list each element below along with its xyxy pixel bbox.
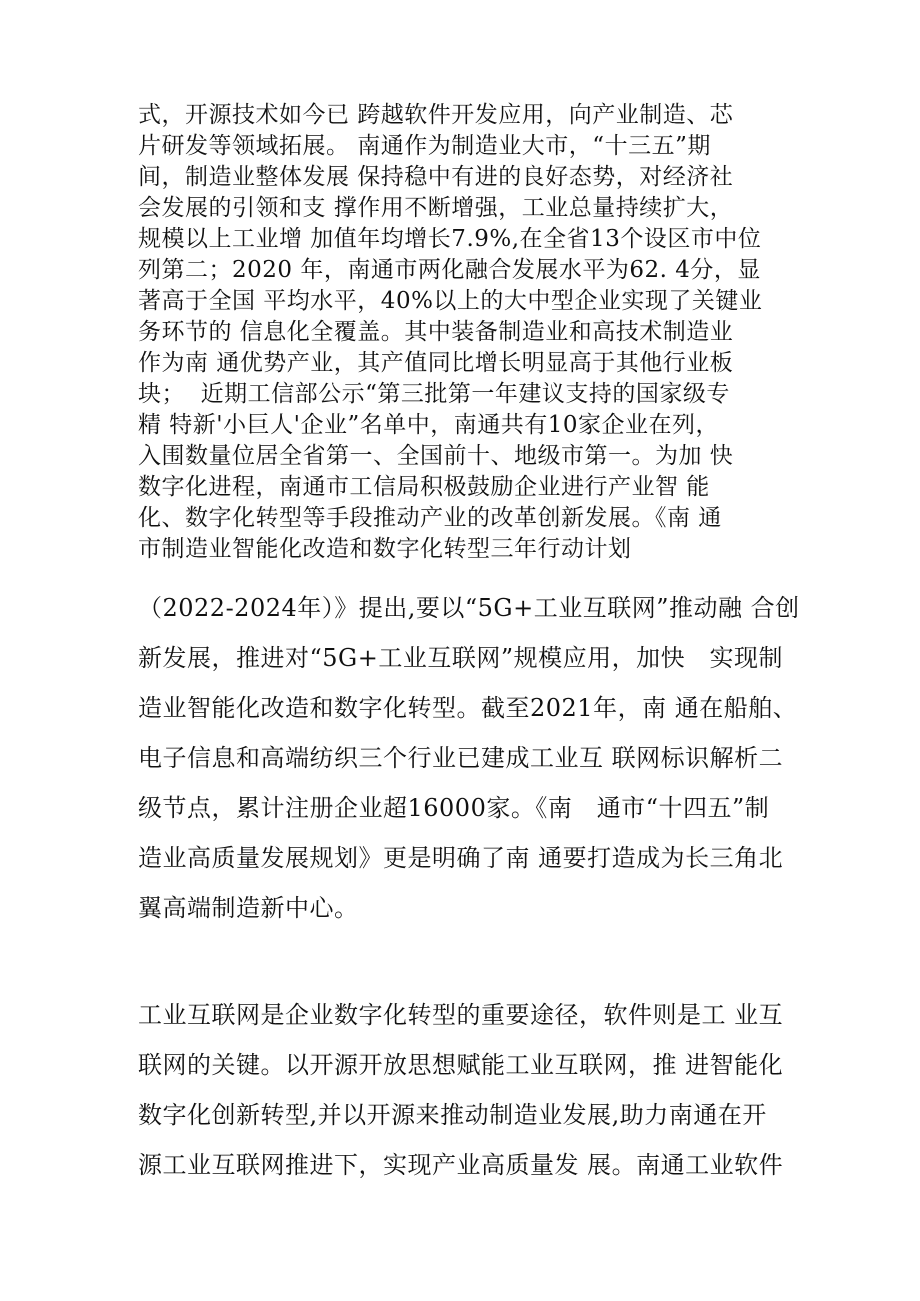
text-line: 块； 近期工信部公示“第三批第一年建议支持的国家级专 <box>138 381 730 407</box>
text-line: 翼高端制造新中心。 <box>138 894 359 922</box>
text-line: 规模以上工业增 加值年均增长7.9%,在全省13个设区市中位 <box>138 226 762 252</box>
text-line: 作为南 通优势产业，其产值同比增长明显高于其他行业板 <box>138 350 734 376</box>
text-line: 造业智能化改造和数字化转型。截至2021年，南 通在船舶、 <box>138 694 798 722</box>
text-line: 精 特新'小巨人'企业”名单中，南通共有10家企业在列， <box>138 412 719 438</box>
text-line: 化、数字化转型等手段推动产业的改革创新发展。《南 通 <box>138 505 722 531</box>
text-line: 源工业互联网推进下，实现产业高质量发 展。南通工业软件 <box>138 1151 784 1179</box>
text-line: 片研发等领域拓展。 南通作为制造业大市，“十三五”期 <box>138 133 711 159</box>
text-line: 务环节的 信息化全覆盖。其中装备制造业和高技术制造业 <box>138 319 734 345</box>
text-line: 造业高质量发展规划》更是明确了南 通要打造成为长三角北 <box>138 844 784 872</box>
text-line: 著高于全国 平均水平，40%以上的大中型企业实现了关键业 <box>138 288 763 314</box>
text-line: 新发展，推进对“5G+工业互联网”规模应用，加快 实现制 <box>138 644 783 672</box>
text-line: 级节点，累计注册企业超16000家。《南 通市“十四五”制 <box>138 794 770 822</box>
text-line: 会发展的引领和支 撑作用不断增强，工业总量持续扩大， <box>138 195 734 221</box>
text-line: 数字化进程，南通市工信局积极鼓励企业进行产业智 能 <box>138 474 710 500</box>
text-line: 式，开源技术如今已 跨越软件开发应用，向产业制造、芯 <box>138 102 734 128</box>
text-line: 工业互联网是企业数字化转型的重要途径，软件则是工 业互 <box>138 1001 784 1029</box>
text-line: （2022-2024年）》提出,要以“5G+工业互联网”推动融 合创 <box>138 594 800 622</box>
text-line: 列第二；2020 年，南通市两化融合发展水平为62. 4分，显 <box>138 257 761 283</box>
text-line: 数字化创新转型,并以开源来推动制造业发展,助力南通在开 <box>138 1101 767 1129</box>
text-line: 联网的关键。以开源开放思想赋能工业互联网，推 进智能化 <box>138 1051 784 1079</box>
text-line: 市制造业智能化改造和数字化转型三年行动计划 <box>138 536 632 562</box>
text-line: 间，制造业整体发展 保持稳中有进的良好态势，对经济社 <box>138 164 734 190</box>
text-line: 入围数量位居全省第一、全国前十、地级市第一。为加 快 <box>138 443 734 469</box>
text-line: 电子信息和高端纺织三个行业已建成工业互 联网标识解析二 <box>138 744 784 772</box>
